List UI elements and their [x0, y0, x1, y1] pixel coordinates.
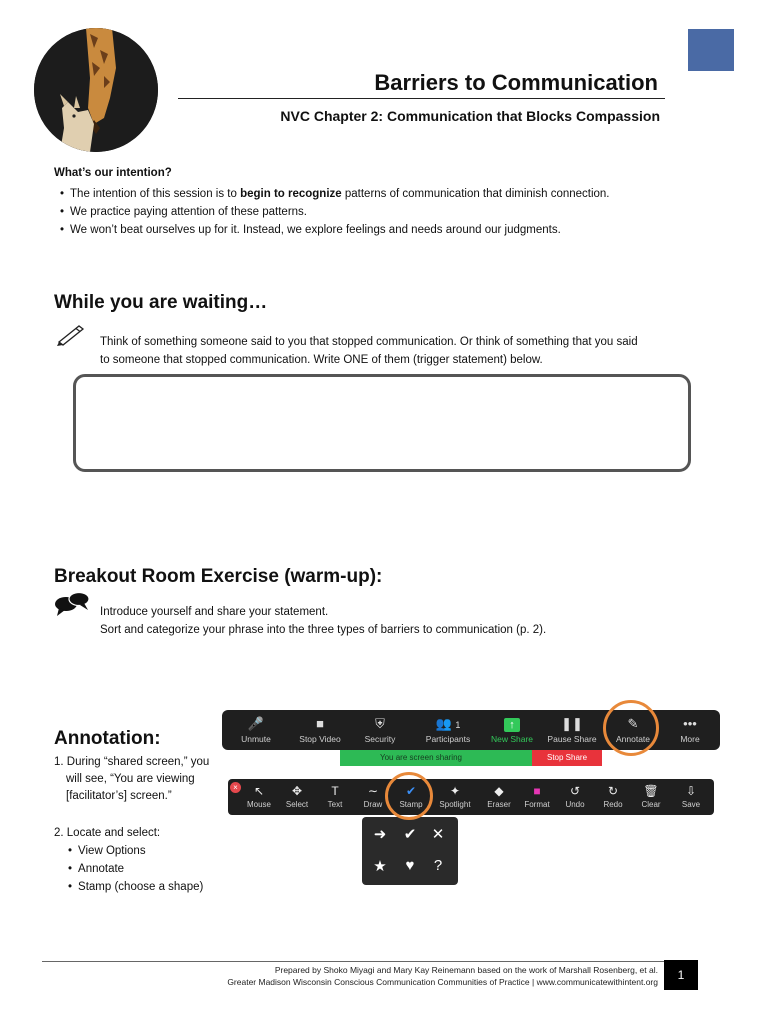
star-stamp-icon[interactable]: ★	[373, 858, 387, 875]
screen-sharing-indicator: You are screen sharing	[340, 750, 532, 766]
annotate-highlight-ring	[603, 700, 659, 756]
footer-rule	[42, 961, 668, 962]
format-tool[interactable]: ■ Format	[518, 782, 556, 809]
stamp-picker	[362, 817, 458, 885]
arrow-stamp-icon[interactable]: ➜	[373, 826, 387, 843]
chat-bubbles-icon	[54, 590, 90, 618]
stamp-highlight-ring	[385, 772, 433, 820]
intention-list	[60, 185, 610, 239]
intention-heading: What’s our intention?	[54, 167, 172, 179]
breakout-heading: Breakout Room Exercise (warm-up):	[54, 566, 383, 587]
participants-count: 1	[455, 720, 461, 730]
pencil-icon: ✎	[627, 716, 639, 731]
annotate-button[interactable]: ✎ Annotate	[605, 714, 661, 744]
participants-button[interactable]: 👥 1 Participants	[425, 716, 471, 744]
page-title: Barriers to Communication	[374, 70, 658, 95]
heart-stamp-icon[interactable]: ♥	[405, 857, 415, 874]
more-button[interactable]: ••• More	[662, 714, 718, 744]
pause-share-button[interactable]: ❚❚ Pause Share	[544, 714, 600, 744]
participants-icon: 👥	[435, 716, 452, 731]
undo-icon: ↺	[569, 784, 581, 798]
muted-mic-icon: 🎤	[247, 716, 265, 731]
blue-accent-square	[688, 29, 734, 71]
annotation-heading: Annotation:	[54, 728, 161, 749]
intention-item: • We practice paying attention of these patterns.	[60, 203, 610, 221]
draw-tool[interactable]: ∼ Draw	[354, 782, 392, 809]
pause-icon: ❚❚	[561, 716, 583, 731]
color-swatch-icon: ■	[533, 784, 541, 798]
save-icon: ⇩	[685, 784, 697, 798]
new-share-button[interactable]: ↑ New Share	[490, 719, 534, 744]
close-icon[interactable]: ×	[230, 782, 241, 793]
footer-credits: Prepared by Shoko Miyagi and Mary Kay Reinemann based on the work of Marshall Rosenberg, et al. Greater Madison Wisconsin Conscious Communication Communities of Practice | www.communicatewithintent.org	[227, 965, 658, 987]
shield-icon: ⛨	[375, 716, 385, 731]
annotation-toolbar	[228, 779, 714, 815]
redo-icon: ↻	[607, 784, 619, 798]
eraser-tool[interactable]: ◆ Eraser	[480, 782, 518, 809]
undo-tool[interactable]: ↺ Undo	[556, 782, 594, 809]
stop-video-button[interactable]: ■ Stop Video	[292, 714, 348, 744]
question-stamp-icon[interactable]: ?	[433, 857, 443, 874]
annotation-step-1: 1. During “shared screen,” you will see, “You are viewing [facilitator’s] screen.”	[54, 756, 210, 802]
ellipsis-icon: •••	[683, 716, 697, 731]
pencil-icon	[55, 322, 87, 346]
move-icon: ✥	[291, 784, 303, 798]
page-number: 1	[664, 960, 698, 990]
security-button[interactable]: ⛨ Security	[352, 714, 408, 744]
wand-icon: ✦	[449, 784, 461, 798]
stop-share-button[interactable]: Stop Share	[532, 750, 602, 766]
share-arrow-icon: ↑	[504, 718, 520, 732]
intention-item: • The intention of this session is to begin to recognize patterns of communication that diminish connection.	[60, 185, 610, 203]
select-tool[interactable]: ✥ Select	[278, 782, 316, 809]
eraser-icon: ◆	[494, 784, 504, 798]
step-item: • View Options	[68, 842, 203, 860]
clear-tool[interactable]: 🗑 Clear	[632, 782, 670, 809]
title-rule	[178, 98, 665, 99]
cursor-icon: ↖	[253, 784, 265, 798]
step-item: • Stamp (choose a shape)	[68, 878, 203, 896]
mouse-tool[interactable]: ↖ Mouse	[240, 782, 278, 809]
text-icon: T	[331, 784, 339, 798]
trash-icon: 🗑	[643, 784, 659, 798]
video-camera-icon: ■	[316, 716, 324, 731]
waiting-instructions: Think of something someone said to you that stopped communication. Or think of something that you said to someone that stopped communication. Write ONE of them (trigger statement) below.	[100, 336, 638, 366]
trigger-statement-box[interactable]	[73, 374, 691, 472]
save-tool[interactable]: ⇩ Save	[672, 782, 710, 809]
breakout-instructions: Introduce yourself and share your statement. Sort and categorize your phrase into the three types of barriers to communication (p. 2).	[100, 606, 547, 636]
giraffe-jackal-logo	[34, 28, 158, 152]
stamp-tool[interactable]: ✔ Stamp	[392, 782, 430, 809]
page-subtitle: NVC Chapter 2: Communication that Blocks Compassion	[280, 108, 660, 124]
text-tool[interactable]: T Text	[316, 782, 354, 809]
intention-item: • We won’t beat ourselves up for it. Instead, we explore feelings and needs around our judgments.	[60, 221, 610, 239]
check-stamp-icon[interactable]: ✔	[403, 826, 417, 843]
spotlight-tool[interactable]: ✦ Spotlight	[434, 782, 476, 809]
checkmark-icon: ✔	[405, 784, 417, 798]
step-item: • Annotate	[68, 860, 203, 878]
unmute-button[interactable]: 🎤 Unmute	[228, 714, 284, 744]
redo-tool[interactable]: ↻ Redo	[594, 782, 632, 809]
squiggle-icon: ∼	[367, 784, 379, 798]
x-stamp-icon[interactable]: ✕	[431, 826, 445, 843]
annotation-step-2: 2. Locate and select: • View Options • Annotate • Stamp (choose a shape)	[54, 824, 203, 896]
waiting-heading: While you are waiting…	[54, 292, 268, 313]
